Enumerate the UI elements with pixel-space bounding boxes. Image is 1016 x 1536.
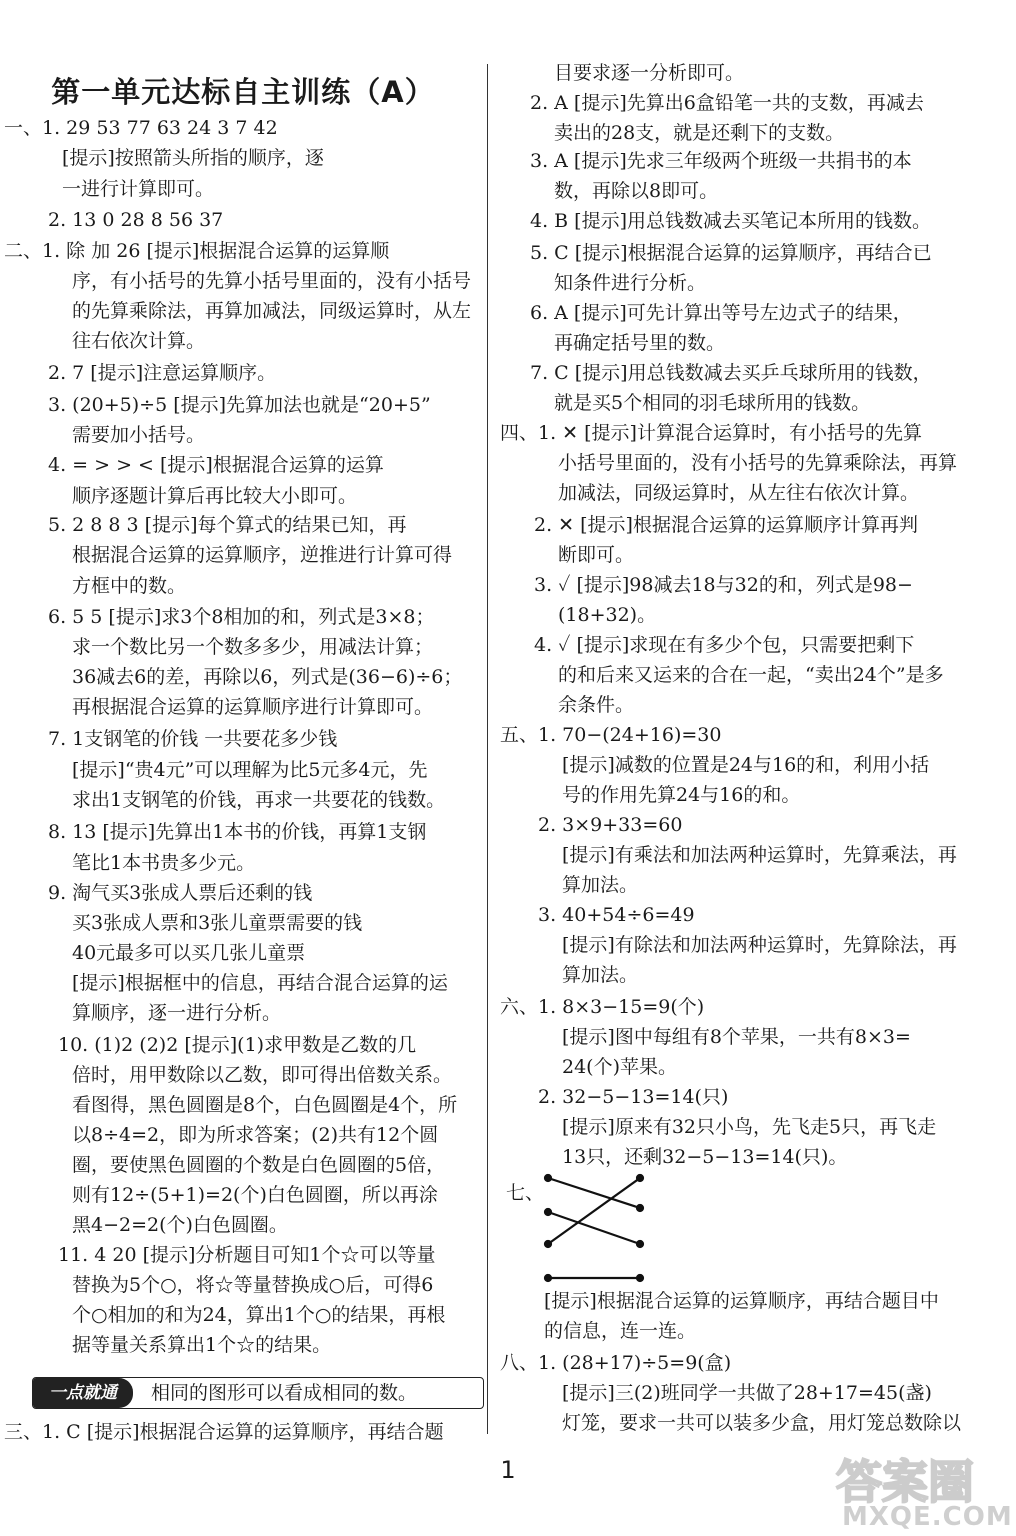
matching-lines-diagram: [540, 1172, 650, 1284]
answer-line: 2. 3×9+33=60: [538, 814, 683, 836]
answer-line: 根据混合运算的运算顺序，逆推进行计算可得: [72, 544, 453, 566]
answer-line: [提示]根据框中的信息，再结合混合运算的运: [72, 972, 448, 994]
answer-line: 4. = > > < [提示]根据混合运算的运算: [48, 454, 384, 476]
answer-line: 七、: [506, 1182, 545, 1204]
answer-line: 5. 2 8 8 3 [提示]每个算式的结果已知，再: [48, 514, 407, 536]
answer-line: [提示]原来有32只小鸟，先飞走5只，再飞走: [562, 1116, 937, 1138]
answer-line: 号的作用先算24与16的和。: [562, 784, 801, 806]
answer-line: [提示]减数的位置是24与16的和，利用小括: [562, 754, 930, 776]
page-title: 第一单元达标自主训练（A）: [51, 75, 435, 109]
answer-line: 方框中的数。: [72, 575, 187, 597]
answer-line: 6. A [提示]可先计算出等号左边式子的结果，: [530, 302, 912, 324]
answer-line: 余条件。: [558, 694, 635, 716]
answer-line: [提示]按照箭头所指的顺序，逐: [62, 147, 324, 169]
answer-line: 2. 7 [提示]注意运算顺序。: [48, 362, 277, 384]
match-line: [548, 1178, 640, 1244]
answer-line: 3. (20+5)÷5 [提示]先算加法也就是“20+5”: [48, 394, 431, 416]
answer-line: 以8÷4=2，即为所求答案；(2)共有12个圆: [72, 1124, 439, 1146]
tip-text: 相同的图形可以看成相同的数。: [151, 1382, 418, 1404]
answer-line: 求出1支钢笔的价钱，再求一共要花的钱数。: [72, 789, 446, 811]
answer-line: 8. 13 [提示]先算出1本书的价钱，再算1支钢: [48, 821, 427, 843]
answer-line: 笔比1本书贵多少元。: [72, 852, 256, 874]
answer-line: 倍时，用甲数除以乙数，即可得出倍数关系。: [72, 1064, 453, 1086]
answer-line: 的和后来又运来的合在一起，“卖出24个”是多: [558, 664, 944, 686]
tip-box: [32, 1377, 484, 1409]
answer-line: 的先算乘除法，再算加减法，同级运算时，从左: [72, 300, 472, 322]
answer-line: 算加法。: [562, 874, 639, 896]
answer-line: 11. 4 20 [提示]分析题目可知1个☆可以等量: [58, 1244, 436, 1266]
answer-line: 6. 5 5 [提示]求3个8相加的和，列式是3×8；: [48, 606, 435, 628]
answer-line: 13只，还剩32−5−13=14(只)。: [562, 1146, 848, 1168]
answer-line: 圈，要使黑色圆圈的个数是白色圆圈的5倍，: [72, 1154, 446, 1176]
match-dot: [637, 1241, 643, 1247]
answer-line: 再确定括号里的数。: [554, 332, 726, 354]
answer-line: 则有12÷(5+1)=2(个)白色圆圈，所以再涂: [72, 1184, 438, 1206]
answer-line: 2. A [提示]先算出6盒铅笔一共的支数，再减去: [530, 92, 924, 114]
answer-line: 四、1. ✕ [提示]计算混合运算时，有小括号的先算: [500, 422, 922, 444]
answer-line: 10. (1)2 (2)2 [提示](1)求甲数是乙数的几: [58, 1034, 417, 1056]
answer-line: [提示]“贵4元”可以理解为比5元多4元，先: [72, 759, 428, 781]
answer-line: [提示]根据混合运算的运算顺序，再结合题目中: [544, 1290, 939, 1312]
answer-line: (18+32)。: [558, 604, 657, 626]
answer-line: 24(个)苹果。: [562, 1056, 678, 1078]
match-dot: [637, 1175, 643, 1181]
page-number: 1: [500, 1456, 516, 1484]
answer-line: 5. C [提示]根据混合运算的运算顺序，再结合已: [530, 242, 932, 264]
answer-line: 目要求逐一分析即可。: [554, 62, 745, 84]
answer-line: 36减去6的差，再除以6，列式是(36−6)÷6；: [72, 666, 463, 688]
column-divider: [487, 64, 488, 1434]
answer-line: 2. ✕ [提示]根据混合运算的运算顺序计算再判: [534, 514, 918, 536]
answer-line: 三、1. C [提示]根据混合运算的运算顺序，再结合题: [4, 1421, 444, 1443]
answer-line: 3. 40+54÷6=49: [538, 904, 695, 926]
answer-line: 3. ✓ [提示]98减去18与32的和，列式是98−: [534, 574, 913, 596]
answer-line: 八、1. (28+17)÷5=9(盒): [500, 1352, 732, 1374]
answer-line: 求一个数比另一个数多多少，用减法计算；: [72, 636, 434, 658]
answer-line: 数，再除以8即可。: [554, 180, 719, 202]
answer-line: 算顺序，逐一进行分析。: [72, 1002, 282, 1024]
answer-line: 顺序逐题计算后再比较大小即可。: [72, 485, 358, 507]
answer-line: 黑4−2=2(个)白色圆圈。: [72, 1214, 288, 1236]
match-dot: [637, 1275, 643, 1281]
answer-line: 7. 1支钢笔的价钱 一共要花多少钱: [48, 728, 338, 750]
match-dot: [637, 1205, 643, 1211]
answer-line: 替换为5个○，将☆等量替换成○后，可得6: [72, 1274, 434, 1296]
answer-line: 一进行计算即可。: [62, 178, 215, 200]
answer-line: 六、1. 8×3−15=9(个): [500, 996, 705, 1018]
answer-line: [提示]图中每组有8个苹果，一共有8×3=: [562, 1026, 911, 1048]
answer-line: 看图得，黑色圆圈是8个，白色圆圈是4个，所: [72, 1094, 458, 1116]
answer-line: [提示]三(2)班同学一共做了28+17=45(盏): [562, 1382, 932, 1404]
answer-line: 断即可。: [558, 544, 635, 566]
answer-line: 7. C [提示]用总钱数减去买乒乓球所用的钱数，: [530, 362, 932, 384]
answer-line: 往右依次计算。: [72, 330, 206, 352]
answer-line: 加减法，同级运算时，从左往右依次计算。: [558, 482, 920, 504]
match-line: [548, 1212, 640, 1244]
match-dot: [545, 1275, 551, 1281]
answer-line: 序，有小括号的先算小括号里面的，没有小括号: [72, 270, 472, 292]
answer-line: 2. 13 0 28 8 56 37: [48, 209, 224, 231]
answer-line: 3. A [提示]先求三年级两个班级一共捐书的本: [530, 150, 912, 172]
answer-line: [提示]有除法和加法两种运算时，先算除法，再: [562, 934, 957, 956]
match-dot: [545, 1209, 551, 1215]
answer-line: 40元最多可以买几张儿童票: [72, 942, 306, 964]
answer-line: 灯笼，要求一共可以装多少盒，用灯笼总数除以: [562, 1412, 962, 1434]
answer-line: 五、1. 70−(24+16)=30: [500, 724, 722, 746]
answer-line: 个○相加的和为24，算出1个○的结果，再根: [72, 1304, 446, 1326]
answer-line: 二、1. 除 加 26 [提示]根据混合运算的运算顺: [4, 240, 390, 262]
answer-line: 2. 32−5−13=14(只): [538, 1086, 729, 1108]
answer-line: 4. B [提示]用总钱数减去买笔记本所用的钱数。: [530, 210, 931, 232]
answer-line: 知条件进行分析。: [554, 272, 707, 294]
answer-line: 算加法。: [562, 964, 639, 986]
answer-line: 买3张成人票和3张儿童票需要的钱: [72, 912, 363, 934]
answer-line: 小括号里面的，没有小括号的先算乘除法，再算: [558, 452, 958, 474]
answer-line: 的信息，连一连。: [544, 1320, 697, 1342]
answer-line: 据等量关系算出1个☆的结果。: [72, 1334, 332, 1356]
answer-line: [提示]有乘法和加法两种运算时，先算乘法，再: [562, 844, 957, 866]
match-dot: [545, 1241, 551, 1247]
match-line: [548, 1178, 640, 1208]
answer-line: 9. 淘气买3张成人票后还剩的钱: [48, 882, 313, 904]
answer-line: 就是买5个相同的羽毛球所用的钱数。: [554, 392, 871, 414]
watermark-main: 答案圈: [836, 1455, 974, 1509]
answer-line: 4. ✓ [提示]求现在有多少个包，只需要把剩下: [534, 634, 915, 656]
match-dot: [545, 1175, 551, 1181]
tip-badge: 一点就通: [33, 1378, 133, 1408]
answer-line: 再根据混合运算的运算顺序进行计算即可。: [72, 696, 434, 718]
answer-line: 卖出的28支，就是还剩下的支数。: [554, 122, 845, 144]
answer-line: 需要加小括号。: [72, 424, 206, 446]
watermark-url: MXQE.COM: [842, 1502, 1013, 1532]
answer-line: 一、1. 29 53 77 63 24 3 7 42: [4, 117, 278, 139]
